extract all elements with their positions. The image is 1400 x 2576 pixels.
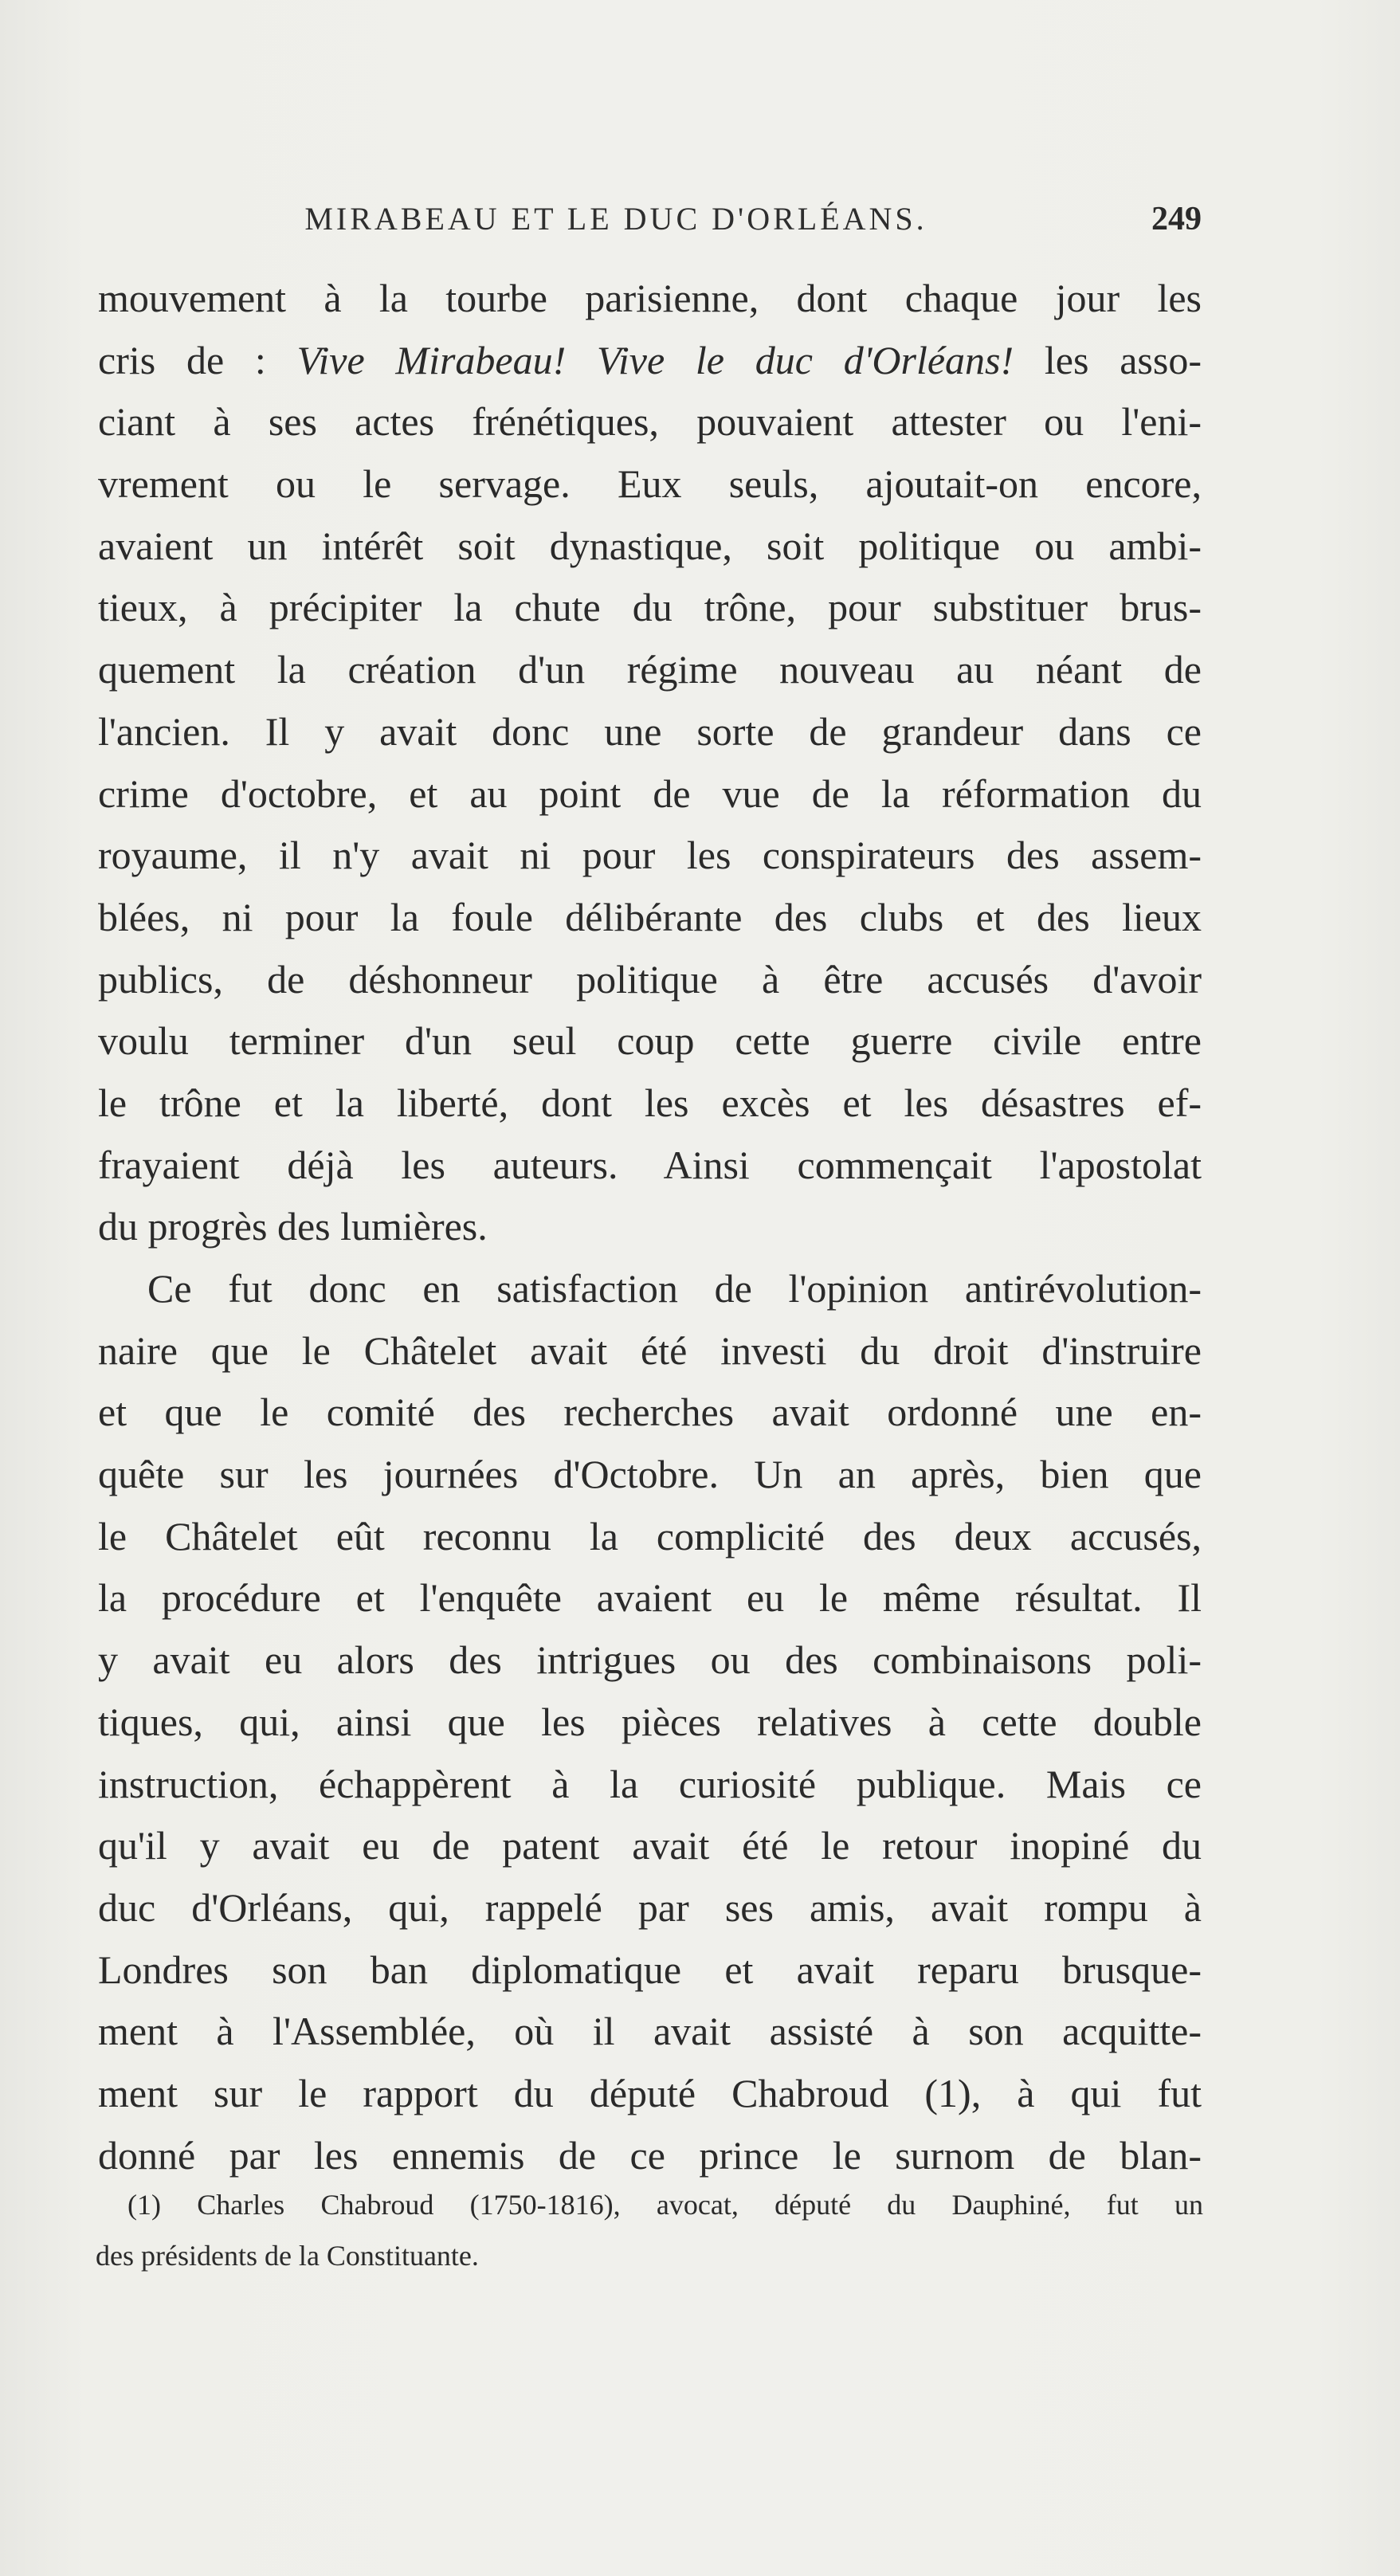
- running-title: MIRABEAU ET LE DUC D'ORLÉANS.: [304, 201, 927, 237]
- text-line: crime d'octobre, et au point de vue de la réformation du: [98, 770, 1202, 816]
- text-line: blées, ni pour la foule délibérante des clubs et des lieux: [98, 894, 1202, 939]
- text-line: naire que le Châtelet avait été investi du droit d'instruire: [98, 1327, 1202, 1373]
- text-line: tiques, qui, ainsi que les pièces relatives à cette double: [98, 1699, 1202, 1744]
- text-line: le trône et la liberté, dont les excès et les désastres ef-: [98, 1080, 1202, 1125]
- text-line-with-italic: [98, 330, 1202, 392]
- page-number: 249: [1151, 201, 1202, 237]
- paragraph-end-line: du progrès des lumières.: [98, 1204, 488, 1249]
- text-line: qu'il y avait eu de patent avait été le retour inopiné du: [98, 1823, 1202, 1868]
- italic-quote: Vive Mirabeau! Vive le duc d'Orléans!: [296, 337, 1014, 382]
- text-line: avaient un intérêt soit dynastique, soit politique ou ambi-: [98, 523, 1202, 568]
- text-line: tieux, à précipiter la chute du trône, pour substituer brus-: [98, 585, 1202, 630]
- text-line: Londres son ban diplomatique et avait reparu brusque-: [98, 1947, 1202, 1992]
- text-line: vrement ou le servage. Eux seuls, ajoutait-on encore,: [98, 461, 1202, 507]
- text-line: ciant à ses actes frénétiques, pouvaient attester ou l'eni-: [98, 399, 1202, 445]
- text-line: duc d'Orléans, qui, rappelé par ses amis, avait rompu à: [98, 1884, 1202, 1930]
- text-line: ment sur le rapport du député Chabroud (1), à qui fut: [98, 2070, 1202, 2115]
- text-line: et que le comité des recherches avait ordonné une en-: [98, 1390, 1202, 1435]
- text-segment: les asso-: [1014, 337, 1202, 382]
- text-line: le Châtelet eût reconnu la complicité des deux accusés,: [98, 1513, 1202, 1559]
- running-header: [102, 195, 1202, 251]
- text-line: mouvement à la tourbe parisienne, dont chaque jour les: [98, 276, 1202, 320]
- text-line: donné par les ennemis de ce prince le surnom de blan-: [98, 2132, 1202, 2178]
- text-line: royaume, il n'y avait ni pour les conspirateurs des assem-: [98, 833, 1202, 878]
- text-line: ment à l'Assemblée, où il avait assisté à son acquitte-: [98, 2009, 1202, 2054]
- text-line: quement la création d'un régime nouveau au néant de: [98, 647, 1202, 692]
- footnote-line: (1) Charles Chabroud (1750-1816), avocat, député du Dauphiné, fut un: [127, 2189, 1203, 2221]
- body-text: [98, 268, 1202, 2186]
- text-line: frayaient déjà les auteurs. Ainsi commençait l'apostolat: [98, 1142, 1202, 1187]
- text-segment: cris de :: [98, 337, 297, 382]
- paragraph-start-line: Ce fut donc en satisfaction de l'opinion antirévolution-: [147, 1266, 1202, 1311]
- footnote: [96, 2179, 1203, 2281]
- text-line: la procédure et l'enquête avaient eu le même résultat. Il: [98, 1575, 1202, 1621]
- text-line: instruction, échappèrent à la curiosité publique. Mais ce: [98, 1761, 1202, 1806]
- text-line: l'ancien. Il y avait donc une sorte de grandeur dans ce: [98, 708, 1202, 754]
- footnote-line: des présidents de la Constituante.: [96, 2240, 479, 2272]
- text-line: publics, de déshonneur politique à être accusés d'avoir: [98, 956, 1202, 1002]
- text-line: quête sur les journées d'Octobre. Un an après, bien que: [98, 1452, 1202, 1497]
- text-line: y avait eu alors des intrigues ou des combinaisons poli-: [98, 1637, 1202, 1683]
- text-line: voulu terminer d'un seul coup cette guerre civile entre: [98, 1018, 1202, 1064]
